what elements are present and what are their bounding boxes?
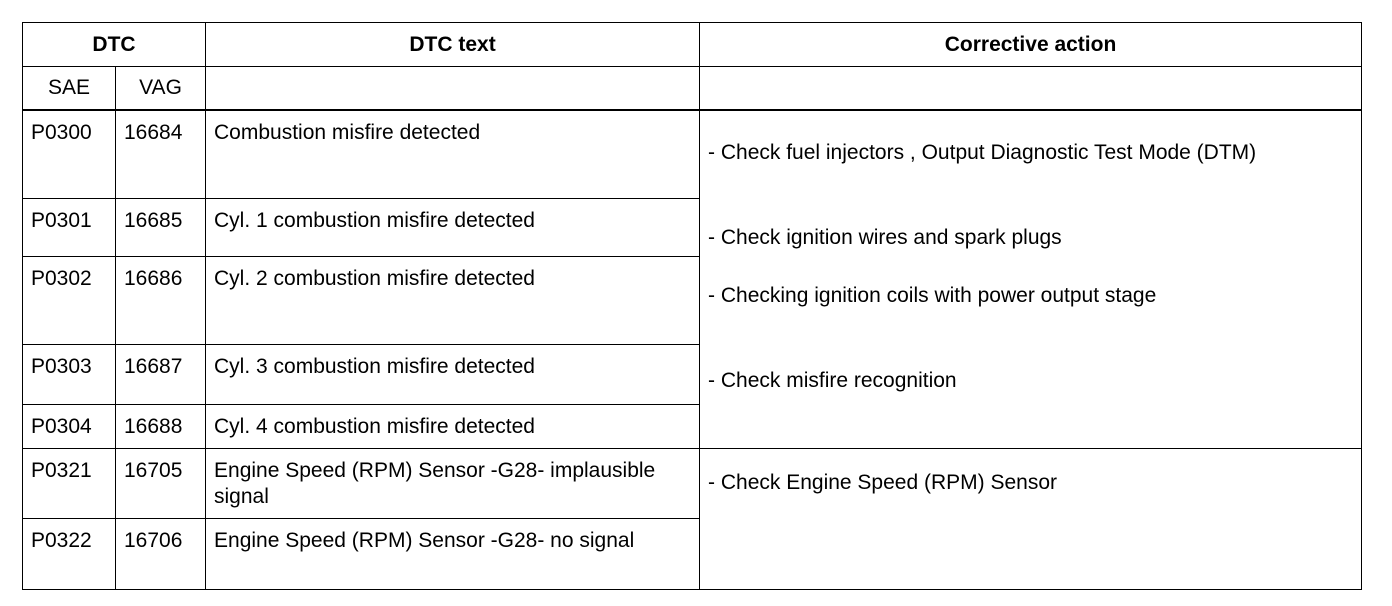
subheader-row: [23, 67, 1362, 110]
action-item: - Check ignition wires and spark plugs: [708, 225, 1062, 249]
action-item: - Check fuel injectors , Output Diagnostic Test Mode (DTM): [708, 140, 1257, 164]
corrective-action-group-2: [700, 448, 1362, 589]
action-item: - Checking ignition coils with power output stage: [708, 283, 1157, 307]
subheader-vag: VAG: [116, 67, 206, 110]
table-row: [23, 110, 1362, 199]
table-row: [23, 448, 1362, 518]
sae-code: P0304: [23, 404, 116, 448]
dtc-text: Engine Speed (RPM) Sensor -G28- implausible signal: [206, 448, 700, 518]
sae-code: P0301: [23, 198, 116, 256]
vag-code: 16687: [116, 345, 206, 404]
dtc-text: Cyl. 2 combustion misfire detected: [206, 257, 700, 345]
sae-code: P0321: [23, 448, 116, 518]
dtc-text: Cyl. 4 combustion misfire detected: [206, 404, 700, 448]
header-dtc: DTC: [23, 23, 206, 67]
dtc-text: Cyl. 1 combustion misfire detected: [206, 198, 700, 256]
corrective-action-group-1: [700, 110, 1362, 449]
subheader-empty-text: [206, 67, 700, 110]
vag-code: 16705: [116, 448, 206, 518]
action-item: - Check Engine Speed (RPM) Sensor: [708, 470, 1058, 494]
vag-code: 16706: [116, 518, 206, 589]
dtc-text: Engine Speed (RPM) Sensor -G28- no signal: [206, 518, 700, 589]
vag-code: 16684: [116, 110, 206, 199]
sae-code: P0322: [23, 518, 116, 589]
dtc-text: Cyl. 3 combustion misfire detected: [206, 345, 700, 404]
vag-code: 16685: [116, 198, 206, 256]
sae-code: P0303: [23, 345, 116, 404]
dtc-text: Combustion misfire detected: [206, 110, 700, 199]
subheader-empty-action: [700, 67, 1362, 110]
header-corrective-action: Corrective action: [700, 23, 1362, 67]
vag-code: 16686: [116, 257, 206, 345]
vag-code: 16688: [116, 404, 206, 448]
action-item: - Check misfire recognition: [708, 368, 957, 392]
header-row: [23, 23, 1362, 67]
header-dtc-text: DTC text: [206, 23, 700, 67]
sae-code: P0300: [23, 110, 116, 199]
dtc-table: [22, 22, 1362, 590]
subheader-sae: SAE: [23, 67, 116, 110]
sae-code: P0302: [23, 257, 116, 345]
